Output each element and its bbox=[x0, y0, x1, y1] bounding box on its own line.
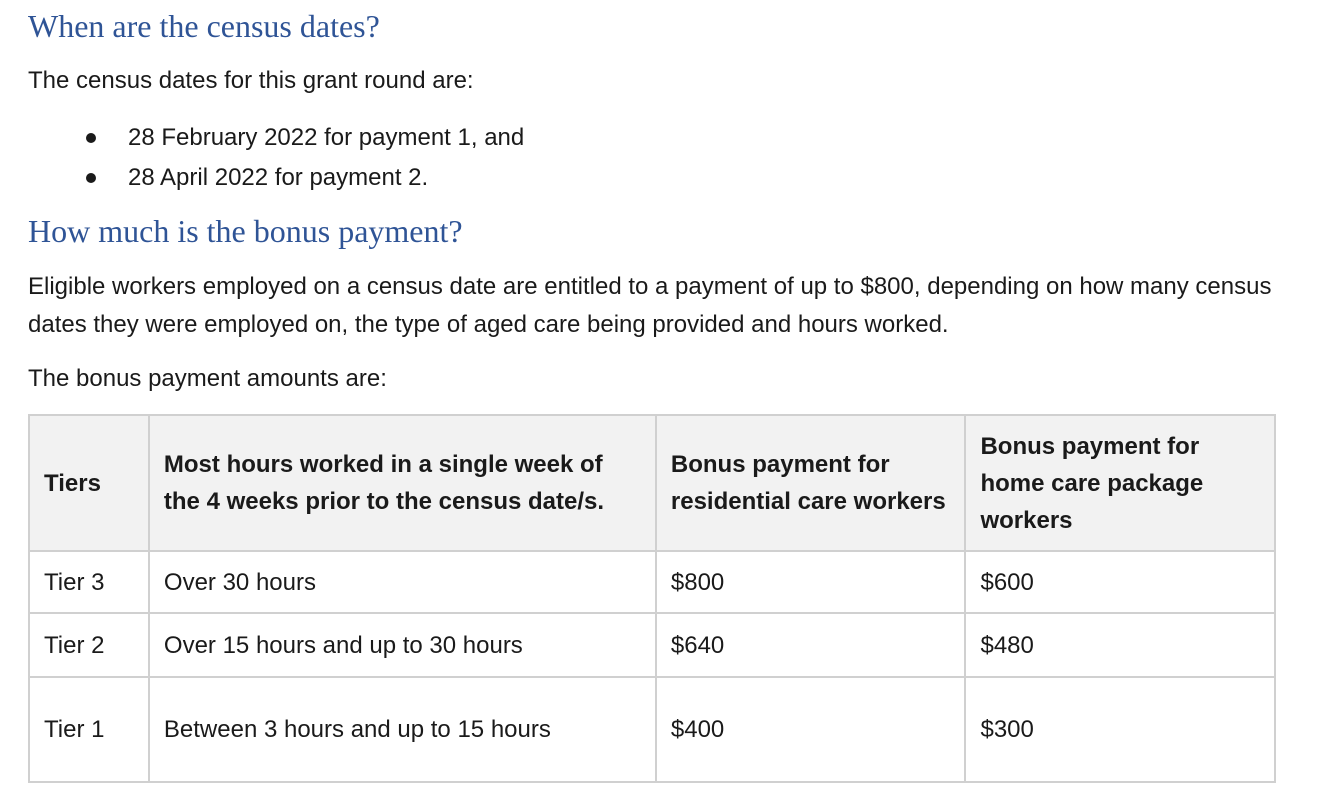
residential-amount-cell: $400 bbox=[656, 677, 966, 782]
census-intro-text: The census dates for this grant round are: bbox=[28, 67, 474, 94]
bullet-icon bbox=[86, 133, 96, 143]
bonus-payment-table bbox=[28, 414, 1276, 783]
residential-amount-cell: $640 bbox=[656, 613, 966, 677]
header-home-care: Bonus payment for home care package workers bbox=[965, 415, 1275, 551]
amounts-intro-text: The bonus payment amounts are: bbox=[28, 365, 387, 392]
home-care-amount-cell: $300 bbox=[965, 677, 1275, 782]
table-row bbox=[29, 677, 1275, 782]
list-item bbox=[28, 158, 524, 198]
census-date-text: 28 April 2022 for payment 2. bbox=[128, 164, 429, 191]
bonus-payment-heading: How much is the bonus payment? bbox=[28, 213, 463, 249]
residential-amount-cell: $800 bbox=[656, 551, 966, 613]
hours-cell: Over 15 hours and up to 30 hours bbox=[149, 613, 656, 677]
tier-cell: Tier 1 bbox=[29, 677, 149, 782]
tier-cell: Tier 3 bbox=[29, 551, 149, 613]
eligibility-text: Eligible workers employed on a census date are entitled to a payment of up to $800, depending on how many census dates they were employed on, the type of aged care being provided and hours worked. bbox=[28, 273, 1272, 338]
home-care-amount-cell: $480 bbox=[965, 613, 1275, 677]
bullet-icon bbox=[86, 173, 96, 183]
table-header-row bbox=[29, 415, 1275, 551]
census-dates-list bbox=[28, 118, 524, 198]
header-hours: Most hours worked in a single week of the 4 weeks prior to the census date/s. bbox=[149, 415, 656, 551]
census-dates-heading: When are the census dates? bbox=[28, 8, 380, 44]
header-tiers: Tiers bbox=[29, 415, 149, 551]
home-care-amount-cell: $600 bbox=[965, 551, 1275, 613]
list-item bbox=[28, 118, 524, 158]
hours-cell: Over 30 hours bbox=[149, 551, 656, 613]
tier-cell: Tier 2 bbox=[29, 613, 149, 677]
table-row bbox=[29, 551, 1275, 613]
header-residential: Bonus payment for residential care workers bbox=[656, 415, 966, 551]
census-date-text: 28 February 2022 for payment 1, and bbox=[128, 124, 525, 151]
table-row bbox=[29, 613, 1275, 677]
hours-cell: Between 3 hours and up to 15 hours bbox=[149, 677, 656, 782]
